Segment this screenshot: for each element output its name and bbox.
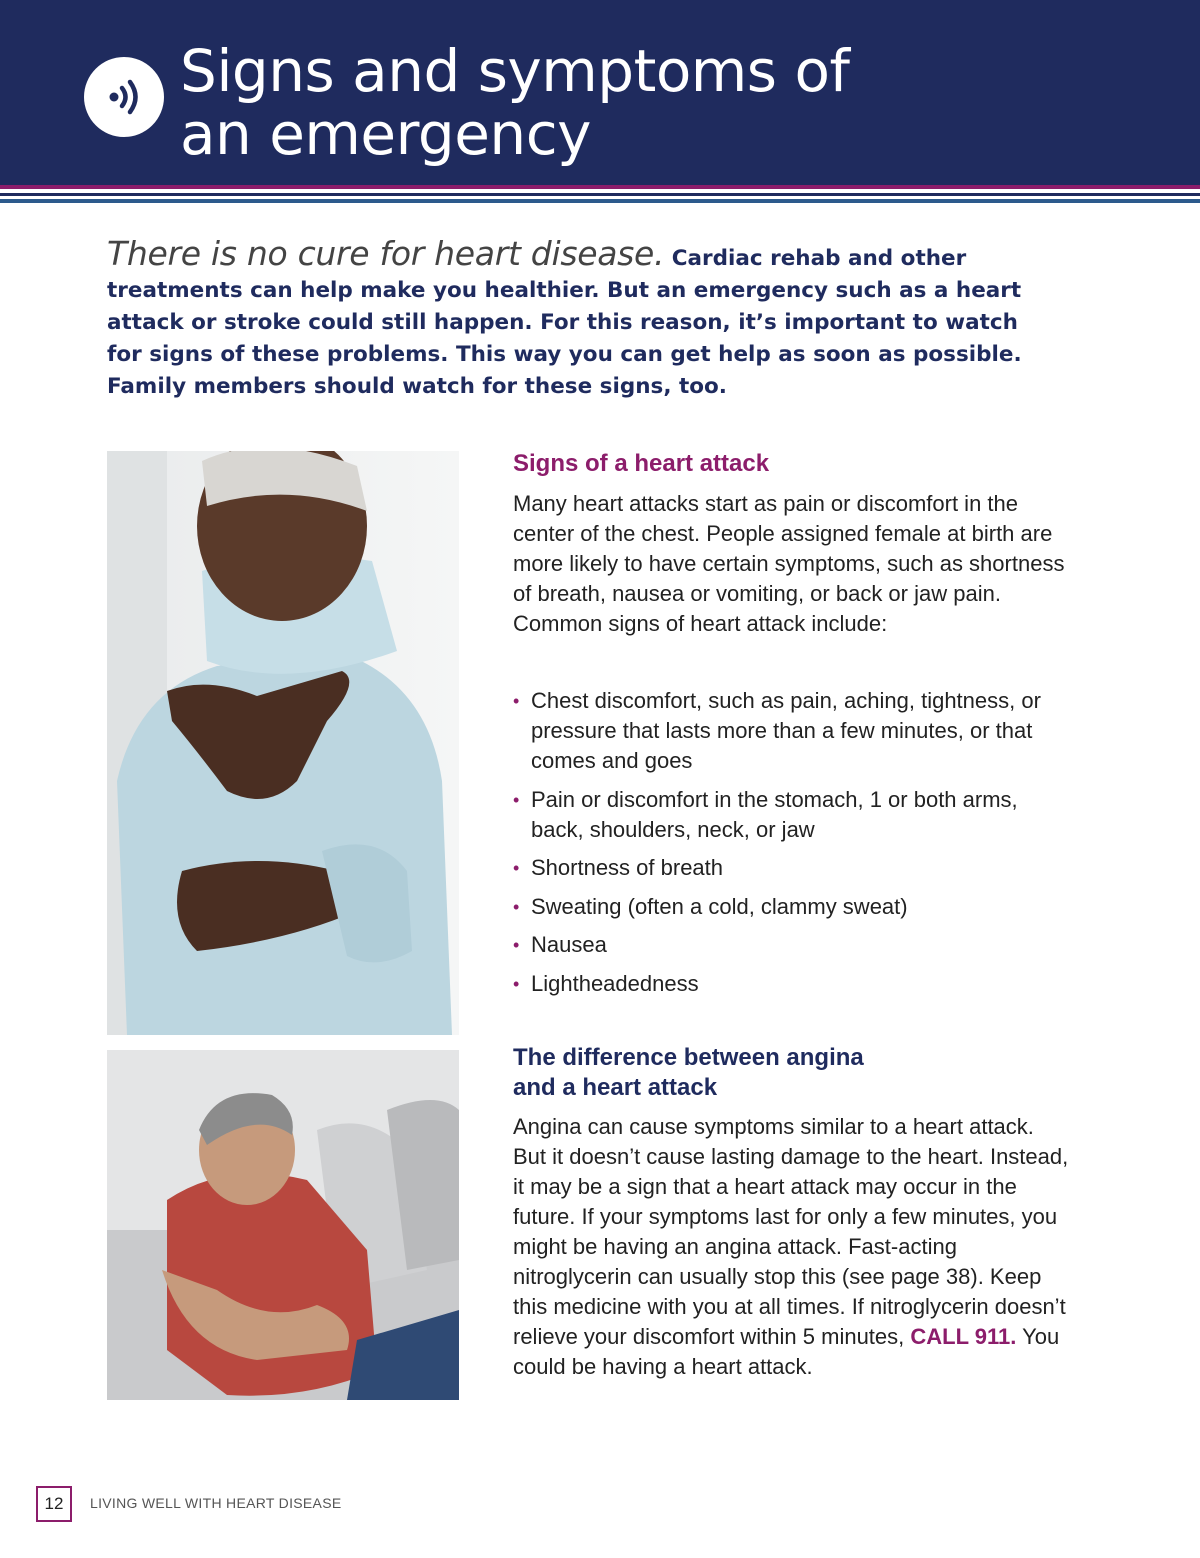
list-item xyxy=(513,785,1073,845)
page-title xyxy=(180,37,1080,168)
list-item xyxy=(513,930,1073,960)
footer-book-title: LIVING WELL WITH HEART DISEASE xyxy=(90,1495,342,1511)
bullet-dot-icon: • xyxy=(513,896,520,917)
list-item xyxy=(513,892,1073,922)
angina-paragraph xyxy=(513,1112,1073,1382)
intro-text: Cardiac rehab and other treatments can help make you healthier. But an emergency such as a heart attack or stroke could still happen. For this reason, it’s important to watch for signs of these problems. This way you can get help as soon as possible. Family members should watch for these signs, too. xyxy=(107,246,1022,399)
bullet-dot-icon: • xyxy=(513,935,520,955)
page-title-line1: Signs and symptoms of xyxy=(180,37,850,105)
list-item-text: Shortness of breath xyxy=(531,855,724,880)
heart-attack-signs-list xyxy=(513,686,1073,1007)
list-item-text: Sweating (often a cold, clammy sweat) xyxy=(531,893,908,919)
heart-attack-paragraph: Many heart attacks start as pain or discomfort in the center of the chest. People assigned female at birth are more likely to have certain symptoms, such as shortness of breath, nausea or vomiting, or back or jaw pain. Common signs of heart attack include: xyxy=(513,491,1065,636)
list-item-text: Nausea xyxy=(531,932,607,957)
page-header xyxy=(0,0,1200,185)
page-title-line2: an emergency xyxy=(180,100,591,168)
bullet-dot-icon: • xyxy=(513,691,520,711)
list-item-text: Chest discomfort, such as pain, aching, tightness, or pressure that lasts more than a few minutes, or that comes and goes xyxy=(531,688,1041,773)
header-divider-blue xyxy=(0,199,1200,203)
bullet-dot-icon: • xyxy=(513,973,520,994)
call-911-text: CALL 911. xyxy=(910,1324,1017,1349)
list-item-text: Pain or discomfort in the stomach, 1 or both arms, back, shoulders, neck, or jaw xyxy=(531,786,1018,842)
angina-heading xyxy=(513,1043,1073,1103)
bullet-dot-icon: • xyxy=(513,858,520,878)
intro-lead: There is no cure for heart disease. xyxy=(107,234,665,273)
angina-text-end: You could be having a heart attack. xyxy=(513,1324,1060,1379)
list-item-text: Lightheadedness xyxy=(531,970,699,996)
bullet-dot-icon: • xyxy=(513,789,520,810)
list-item xyxy=(513,686,1073,776)
page-number: 12 xyxy=(36,1486,72,1522)
angina-heading-line1: The difference between angina xyxy=(513,1044,864,1071)
angina-text: Angina can cause symptoms similar to a heart attack. But it doesn’t cause lasting damage to the heart. Instead, it may be a sign that a heart attack may occur in the future. If your symptoms last for only a few minutes, you might be having an angina attack. Fast-acting nitroglycerin can usually stop this (see page 38). Keep this medicine with you at all times. If nitroglycerin doesn’t relieve your discomfort within 5 minutes, xyxy=(513,1114,1069,1349)
list-item xyxy=(513,853,1073,883)
photo-woman-chest-pain xyxy=(107,451,459,1035)
angina-heading-line2: and a heart attack xyxy=(513,1074,718,1101)
list-item xyxy=(513,969,1073,999)
heart-attack-heading: Signs of a heart attack xyxy=(513,450,770,477)
photo-man-stomach-pain xyxy=(107,1050,459,1400)
sound-waves-icon xyxy=(84,57,164,137)
intro-paragraph xyxy=(107,234,1027,403)
